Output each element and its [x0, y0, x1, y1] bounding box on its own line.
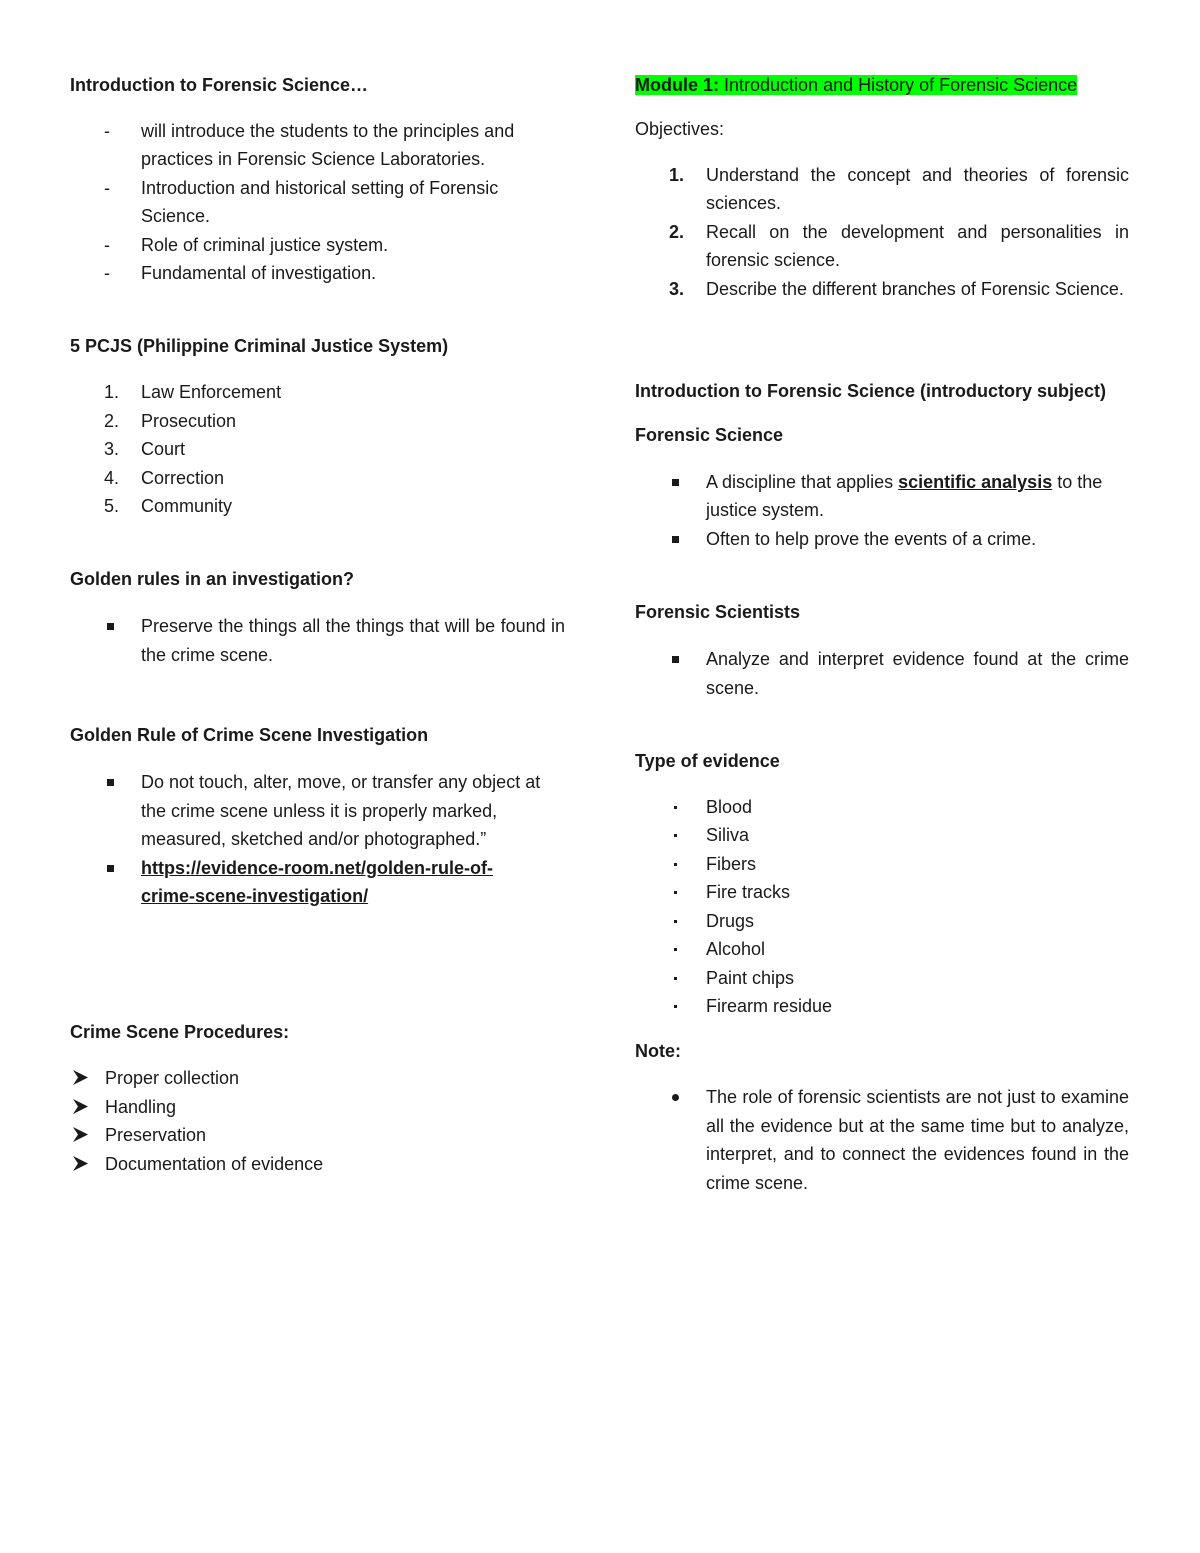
evidence-heading: Type of evidence [635, 751, 780, 772]
objectives-heading: Objectives: [635, 119, 725, 139]
list-item: Proper collection [70, 1064, 565, 1092]
golden-rule-csi-heading: Golden Rule of Crime Scene Investigation [70, 725, 429, 746]
list-item: 3. Court [104, 439, 186, 460]
list-item: Blood [706, 797, 753, 818]
note-list [635, 1083, 1129, 1197]
list-item: 3. Describe the different branches of Forensic Science. [669, 278, 1124, 299]
list-item: Firearm residue [706, 995, 833, 1016]
list-item: Often to help prove the events of a crime. [706, 528, 1037, 549]
pcjs-heading: 5 PCJS (Philippine Criminal Justice System) [70, 336, 449, 357]
pcjs-list [70, 378, 565, 520]
left-column [70, 74, 565, 1178]
golden-rule-link[interactable]: https://evidence-room.net/golden-rule-of- crime-scene-investigation/ [141, 857, 494, 906]
procedures-heading: Crime Scene Procedures: [70, 1022, 290, 1043]
module-title [635, 74, 1129, 96]
list-item: Fire tracks [706, 882, 791, 903]
list-item: - Fundamental of investigation. [70, 259, 565, 287]
dash-marker: - [104, 177, 110, 198]
list-item: 2. Recall on the development and personalities in forensic science. [669, 221, 1129, 271]
list-item: Analyze and interpret evidence found at the crime scene. [706, 649, 1129, 698]
golden-rules-list [70, 612, 565, 669]
scientists-heading: Forensic Scientists [635, 602, 801, 623]
list-item: Do not touch, alter, move, or transfer any object at the crime scene unless it is properly marked, measured, sketched and/or photographed.” [141, 772, 541, 850]
list-item: Handling [70, 1093, 565, 1121]
list-item: Alcohol [706, 939, 766, 960]
module-highlight: Module 1: Introduction and History of Forensic Science [635, 75, 1078, 95]
golden-rule-csi-list [70, 768, 565, 910]
intro-subject-heading: Introduction to Forensic Science (introductory subject) [635, 381, 1107, 402]
right-column [635, 74, 1129, 1197]
list-item: 1. Understand the concept and theories of forensic sciences. [669, 165, 1129, 214]
list-item: 5. Community [104, 496, 233, 517]
intro-heading: Introduction to Forensic Science… [70, 75, 369, 95]
list-item: Documentation of evidence [70, 1150, 565, 1178]
evidence-list [635, 793, 1129, 1020]
list-item: 4. Correction [104, 467, 225, 488]
list-item: Preservation [70, 1121, 565, 1149]
scientists-list [635, 645, 1129, 702]
list-item [70, 854, 565, 911]
scientific-analysis-emphasis: scientific analysis [898, 472, 1053, 493]
forensic-science-heading: Forensic Science [635, 425, 784, 446]
list-item: - Role of criminal justice system. [70, 231, 565, 259]
list-item: Preserve the things all the things that will be found in the crime scene. [141, 616, 565, 665]
list-item: - Introduction and historical setting of Forensic Science. [70, 174, 565, 231]
dash-marker: - [104, 263, 110, 284]
list-item: Siliva [706, 825, 750, 846]
list-item: Drugs [706, 910, 755, 931]
intro-list [70, 117, 565, 287]
list-item: 1. Law Enforcement [104, 382, 282, 403]
list-item: Fibers [706, 853, 757, 874]
procedures-list [70, 1064, 565, 1178]
list-item: - will introduce the students to the principles and practices in Forensic Science Laboratories. [70, 117, 565, 174]
objectives-list [635, 161, 1129, 303]
list-item: A discipline that applies scientific analysis to the justice system. [706, 472, 1103, 521]
note-heading: Note: [635, 1041, 681, 1062]
forensic-science-list [635, 468, 1129, 553]
dash-marker: - [104, 121, 110, 141]
dash-marker: - [104, 234, 110, 255]
list-item: Paint chips [706, 967, 795, 988]
list-item: The role of forensic scientists are not just to examine all the evidence but at the same time but to analyze, interpret, and to connect the evidences found in the crime scene. [706, 1087, 1129, 1193]
list-item: 2. Prosecution [104, 410, 237, 431]
golden-rules-heading: Golden rules in an investigation? [70, 569, 355, 590]
